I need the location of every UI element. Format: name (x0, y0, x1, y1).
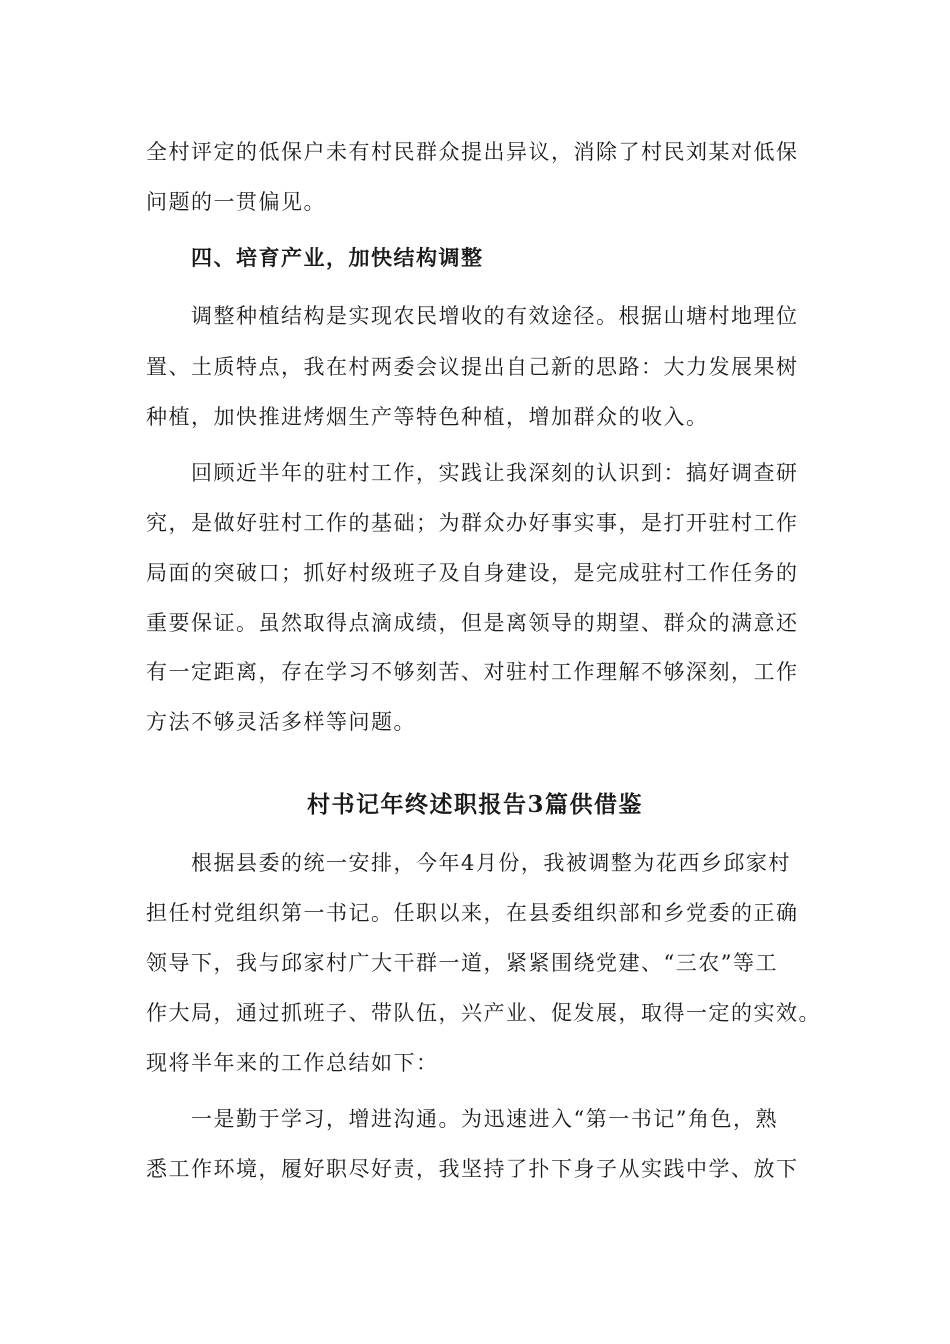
section-heading: 四、培育产业，加快结构调整 (191, 245, 484, 270)
paragraph-line: 根据县委的统一安排，今年4月份，我被调整为花西乡邱家村 (191, 851, 791, 875)
paragraph-line: 种植，加快推进烤烟生产等特色种植，增加群众的收入。 (146, 405, 709, 429)
paragraph-line: 重要保证。虽然取得点滴成绩，但是离领导的期望、群众的满意还 (146, 611, 799, 635)
paragraph-line: 有一定距离，存在学习不够刻苦、对驻村工作理解不够深刻，工作 (146, 660, 799, 684)
document-title: 村书记年终述职报告3篇供借鉴 (306, 791, 643, 818)
paragraph-line: 现将半年来的工作总结如下： (146, 1051, 439, 1075)
paragraph-line: 悉工作环境，履好职尽好责，我坚持了扑下身子从实践中学、放下 (146, 1157, 799, 1181)
paragraph-line: 究，是做好驻村工作的基础；为群众办好事实事，是打开驻村工作 (146, 511, 799, 535)
paragraph-line: 回顾近半年的驻村工作，实践让我深刻的认识到：搞好调查研 (191, 461, 799, 485)
paragraph-line: 问题的一贯偏见。 (146, 190, 326, 214)
paragraph-line: 领导下，我与邱家村广大干群一道，紧紧围绕党建、“三农”等工 (146, 951, 778, 975)
paragraph-line: 一是勤于学习，增进沟通。为迅速进入“第一书记”角色，熟 (191, 1107, 778, 1131)
paragraph-line: 局面的突破口；抓好村级班子及自身建设，是完成驻村工作任务的 (146, 561, 799, 585)
paragraph-line: 全村评定的低保户未有村民群众提出异议，消除了村民刘某对低保 (146, 140, 799, 164)
paragraph-line: 作大局，通过抓班子、带队伍，兴产业、促发展，取得一定的实效。 (146, 1001, 821, 1025)
paragraph-line: 调整种植结构是实现农民增收的有效途径。根据山塘村地理位 (191, 304, 799, 328)
paragraph-line: 置、土质特点，我在村两委会议提出自己新的思路：大力发展果树 (146, 355, 799, 379)
paragraph-line: 担任村党组织第一书记。任职以来，在县委组织部和乡党委的正确 (146, 901, 799, 925)
paragraph-line: 方法不够灵活多样等问题。 (146, 710, 416, 734)
